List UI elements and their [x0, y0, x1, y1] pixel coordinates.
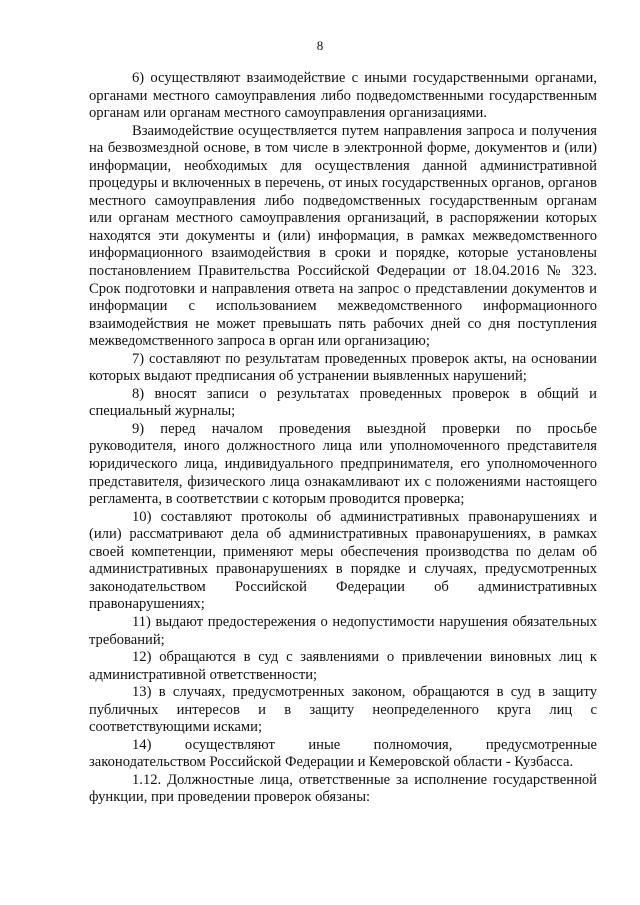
paragraph-interaction: Взаимодействие осуществляется путем направления запроса и получения на безвозмездной основе, в том числе в электронной форме, документов и (или) информации, необходимых для осуществления данной административной процедуры и включенных в перечень, от иных государственных органов, органов местного самоуправления либо подведомственных государственным органам или органам местного самоуправления организаций, в распоряжении которых находятся эти документы и (или) информация, в рамках межведомственного информационного взаимодействия в сроки и порядке, которые установлены постановлением Правительства Российской Федерации от 18.04.2016 № 323. Срок подготовки и направления ответа на запрос о представлении документов и информации с использованием межведомственного информационного взаимодействия не может превышать пять рабочих дней со дня поступления межведомственного запроса в орган или организацию; [89, 122, 597, 350]
paragraph-item-10: 10) составляют протоколы об административных правонарушениях и (или) рассматривают дела об административных правонарушениях, в рамках своей компетенции, применяют меры обеспечения производства по делам об административных правонарушениях в порядке и случаях, предусмотренных законодательством Российской Федерации об административных правонарушениях; [89, 508, 597, 613]
paragraph-item-11: 11) выдают предостережения о недопустимости нарушения обязательных требований; [89, 613, 597, 648]
paragraph-item-7: 7) составляют по результатам проведенных проверок акты, на основании которых выдают предписания об устранении выявленных нарушений; [89, 350, 597, 385]
paragraph-item-8: 8) вносят записи о результатах проведенных проверок в общий и специальный журналы; [89, 385, 597, 420]
paragraph-item-6: 6) осуществляют взаимодействие с иными государственными органами, органами местного самоуправления либо подведомственными государственным органам или органам местного самоуправления организациями. [89, 70, 597, 122]
document-body [89, 70, 597, 807]
paragraph-item-13: 13) в случаях, предусмотренных законом, обращаются в суд в защиту публичных интересов и в защиту неопределенного круга лиц с соответствующими исками; [89, 684, 597, 736]
paragraph-section-1-12: 1.12. Должностные лица, ответственные за исполнение государственной функции, при проведении проверок обязаны: [89, 771, 597, 806]
paragraph-item-9: 9) перед началом проведения выездной проверки по просьбе руководителя, иного должностного лица или уполномоченного представителя юридического лица, индивидуального предпринимателя, его уполномоченного представителя, физического лица ознакамливают их с положениями настоящего регламента, в соответствии с которым проводится проверка; [89, 420, 597, 508]
paragraph-item-14: 14) осуществляют иные полномочия, предусмотренные законодательством Российской Федерации и Кемеровской области - Кузбасса. [89, 736, 597, 771]
paragraph-item-12: 12) обращаются в суд с заявлениями о привлечении виновных лиц к административной ответственности; [89, 649, 597, 683]
page-number: 8 [316, 38, 324, 53]
